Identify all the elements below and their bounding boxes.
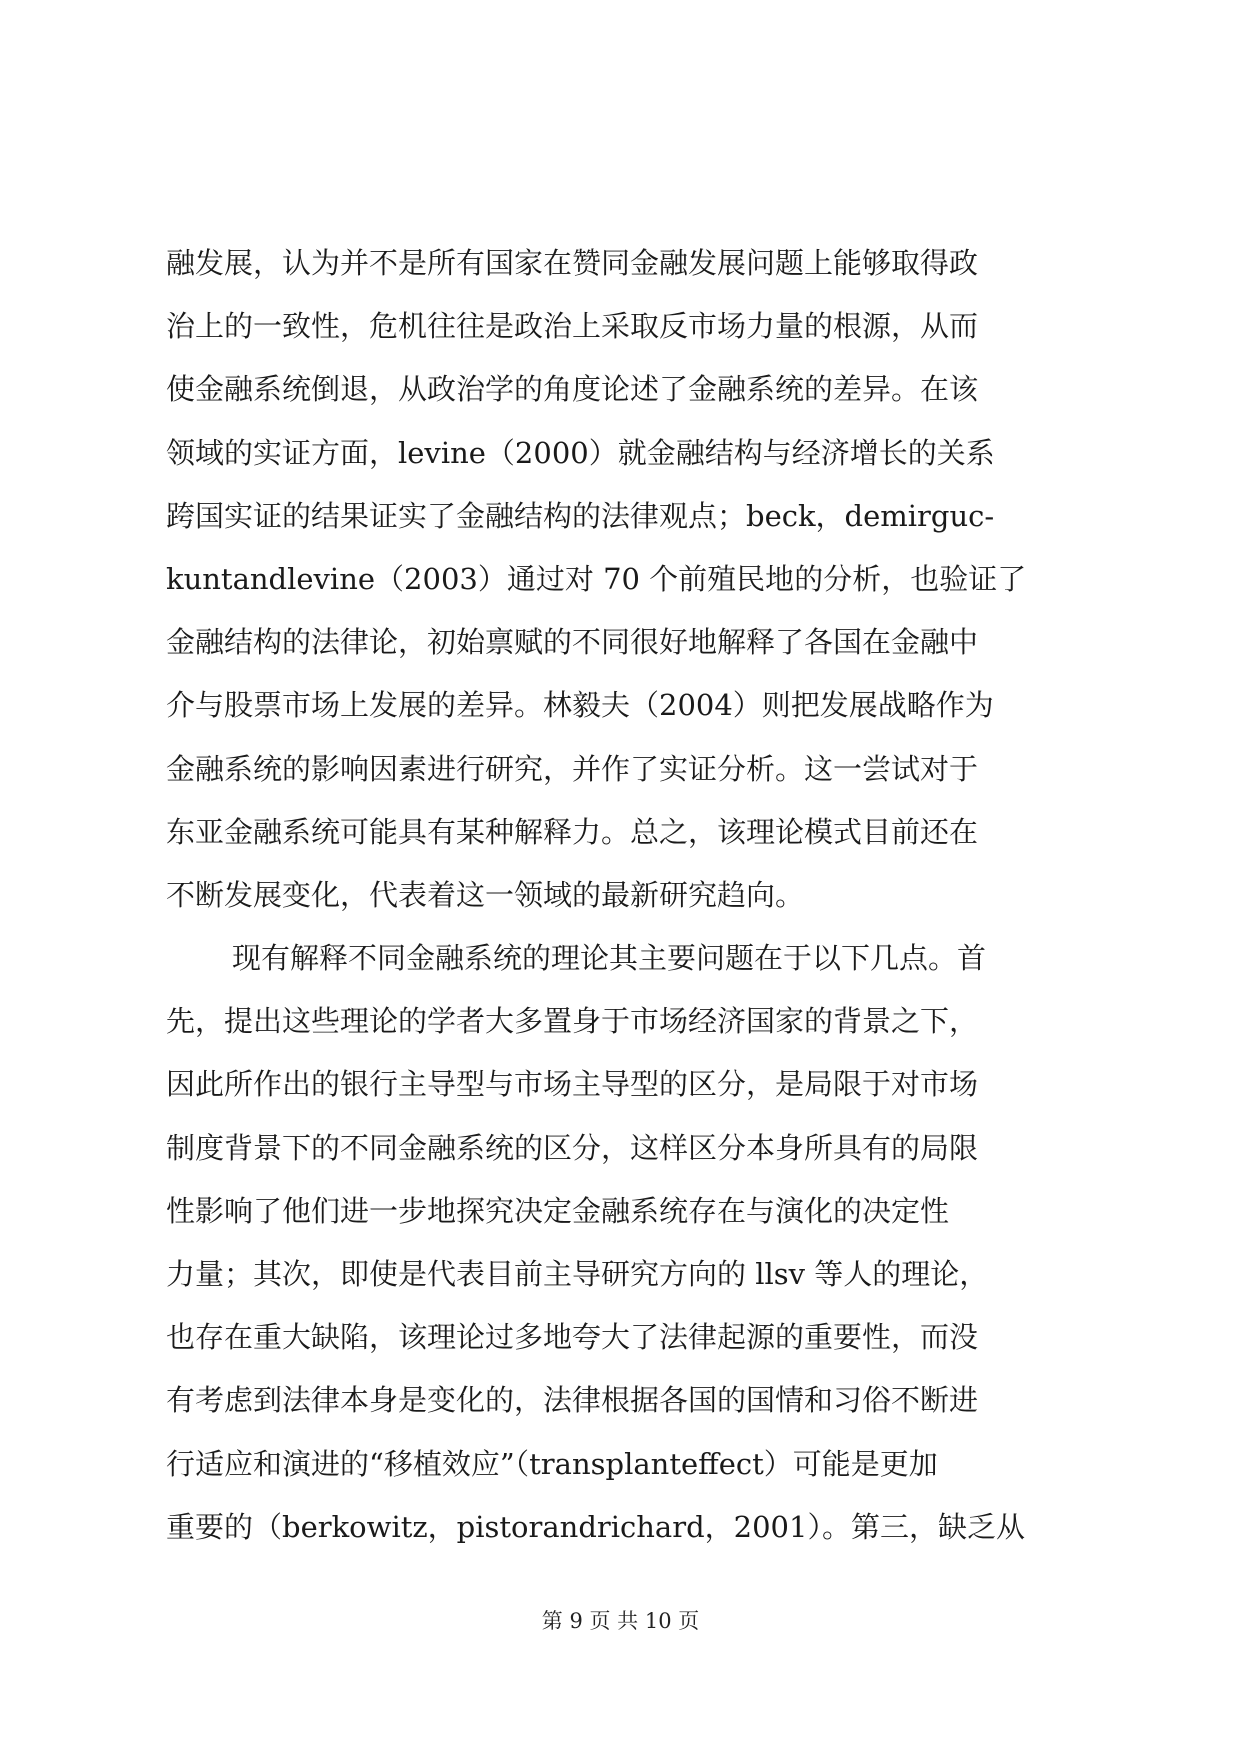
- text-line: 先，提出这些理论的学者大多置身于市场经济国家的背景之下，: [166, 1004, 979, 1039]
- text-line: 跨国实证的结果证实了金融结构的法律观点；beck，demirguc-: [166, 498, 995, 533]
- text-line: 金融结构的法律论，初始禀赋的不同很好地解释了各国在金融中: [166, 625, 979, 660]
- text-line: kuntandlevine（2003）通过对 70 个前殖民地的分析，也验证了: [166, 561, 1027, 596]
- text-line: 行适应和演进的“移植效应”（transplanteffect）可能是更加: [166, 1446, 938, 1481]
- text-line: 因此所作出的银行主导型与市场主导型的区分，是局限于对市场: [166, 1067, 979, 1102]
- text-line: 东亚金融系统可能具有某种解释力。总之，该理论模式目前还在: [166, 814, 979, 849]
- text-line: 金融系统的影响因素进行研究，并作了实证分析。这一尝试对于: [166, 751, 979, 786]
- text-line: 不断发展变化，代表着这一领域的最新研究趋向。: [166, 877, 805, 912]
- text-line: 也存在重大缺陷，该理论过多地夸大了法律起源的重要性，而没: [166, 1320, 979, 1355]
- text-line: 领域的实证方面，levine（2000）就金融结构与经济增长的关系: [166, 435, 995, 470]
- body-text: [166, 232, 1076, 1559]
- text-line: 融发展，认为并不是所有国家在赞同金融发展问题上能够取得政: [166, 246, 979, 280]
- text-line: 重要的（berkowitz，pistorandrichard，2001）。第三，缺乏从: [166, 1509, 1025, 1544]
- text-line: 使金融系统倒退，从政治学的角度论述了金融系统的差异。在该: [166, 372, 979, 407]
- text-line: 有考虑到法律本身是变化的，法律根据各国的国情和习俗不断进: [166, 1383, 979, 1418]
- paragraph-start-line: 现有解释不同金融系统的理论其主要问题在于以下几点。首: [232, 941, 987, 976]
- text-line: 治上的一致性，危机往往是政治上采取反市场力量的根源，从而: [166, 309, 979, 344]
- text-line: 力量；其次，即使是代表目前主导研究方向的 llsv 等人的理论，: [166, 1257, 989, 1291]
- text-line: 制度背景下的不同金融系统的区分，这样区分本身所具有的局限: [166, 1130, 979, 1165]
- page-footer: 第 9 页 共 10 页: [541, 1609, 700, 1633]
- text-line: 介与股票市场上发展的差异。林毅夫（2004）则把发展战略作为: [166, 688, 994, 723]
- text-line: 性影响了他们进一步地探究决定金融系统存在与演化的决定性: [166, 1193, 950, 1228]
